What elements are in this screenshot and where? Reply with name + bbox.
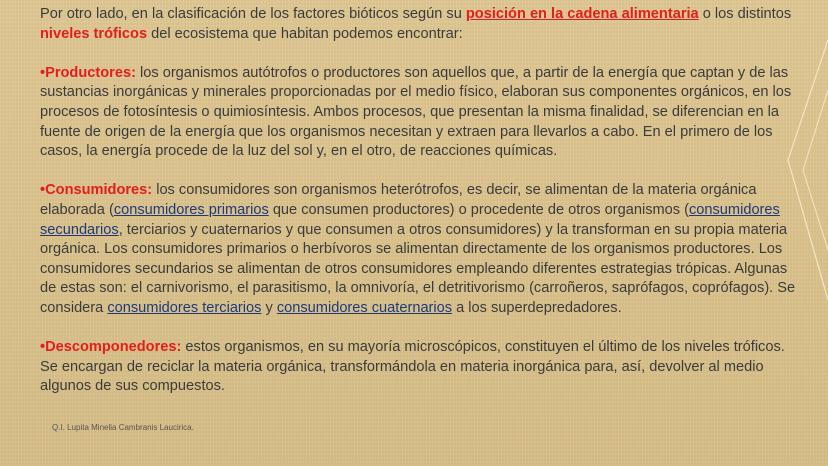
descomponedores-heading: •Descomponedores: xyxy=(40,339,182,356)
descomponedores-paragraph xyxy=(40,338,800,397)
consumidores-text-1: los consumidores son organismos heterótrofos, es decir, se alimentan de la materia orgánica elaborada ( xyxy=(40,182,757,218)
productores-heading: •Productores: xyxy=(40,64,136,81)
consumidores-text-4: y xyxy=(261,299,277,316)
consumidores-primarios-link[interactable]: consumidores primarios xyxy=(113,201,269,218)
productores-text: los organismos autótrofos o productores son aquellos que, a partir de la energía que captan y de las sustancias inorgánicas y minerales proporcionadas por el medio físico, elaboran sus componentes orgánicos, en los procesos de fotosíntesis o quimiosíntesis. Ambos procesos, que presentan la misma finalidad, se diferencian en la fuente de origen de la energía que los organismos necesitan y extraen para llevarlos a cabo. En el primero de los casos, la energía procede de la luz del sol y, en el otro, de reacciones químicas. xyxy=(40,64,792,160)
consumidores-text-3: , terciarios y cuaternarios y que consumen a otros consumidores) y la transforman en su propia materia orgánica. Los consumidores primarios o herbívoros se alimentan directamente de los organismos productores. Los consumidores secundarios se alimentan de otros consumidores empleando diferentes estrategias trópicas. Algunas de estas son: el carnivorismo, el parasitismo, la omnivoría, el detritivorismo (carroñeros, saprófagos, coprófagos). Se considera xyxy=(40,221,796,316)
intro-text-1: Por otro lado, en la clasificación de los factores bióticos según su xyxy=(40,6,466,22)
author-footer: Q.I. Lupita Minelia Cambranis Laucirica. xyxy=(52,423,194,432)
trophic-levels-term: niveles tróficos xyxy=(40,25,148,42)
consumidores-terciarios-link[interactable]: consumidores terciarios xyxy=(107,299,262,316)
consumidores-cuaternarios-link[interactable]: consumidores cuaternarios xyxy=(276,299,453,316)
descomponedores-text: estos organismos, en su mayoría microscópicos, constituyen el último de los niveles tróficos. Se encargan de reciclar la materia orgánica, transformándola en materia inorgánica para, así, devolver al medio algunos de sus compuestos. xyxy=(40,339,785,395)
consumidores-text-2: que consumen productores) o procedente de otros organismos ( xyxy=(268,201,689,218)
intro-text-3: del ecosistema que habitan podemos encontrar: xyxy=(147,25,463,42)
intro-paragraph xyxy=(40,5,800,44)
consumidores-secundarios-link[interactable]: consumidores secundarios xyxy=(40,201,780,238)
slide-body xyxy=(40,5,800,416)
consumidores-text-5: a los superdepredadores. xyxy=(452,299,622,316)
consumidores-heading: •Consumidores: xyxy=(40,182,153,199)
intro-text-2: o los distintos xyxy=(698,6,792,22)
consumidores-paragraph xyxy=(40,181,800,318)
food-chain-position-link[interactable]: posición en la cadena alimentaria xyxy=(465,6,699,22)
productores-paragraph xyxy=(40,64,800,162)
